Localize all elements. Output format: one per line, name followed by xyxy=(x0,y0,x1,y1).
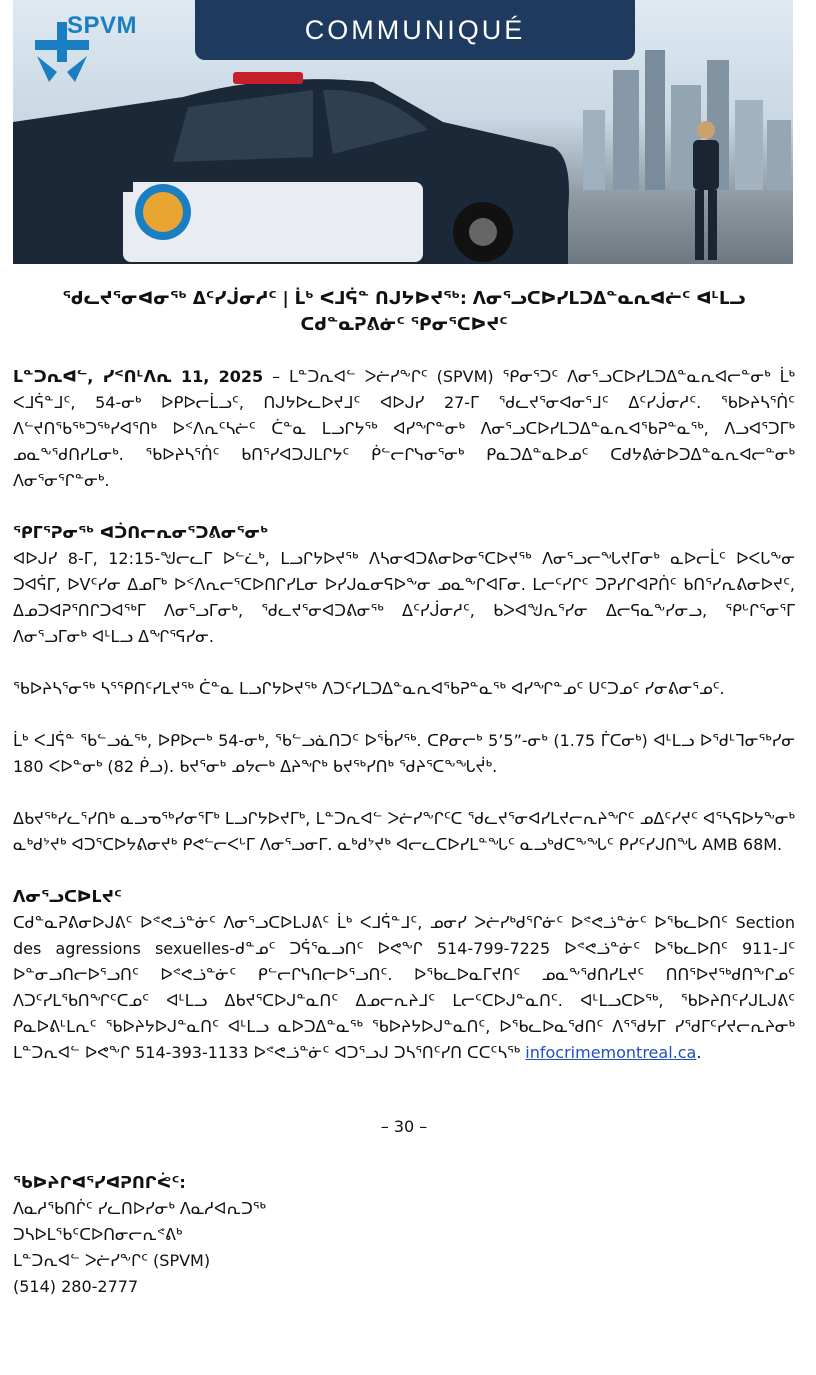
logo-text: SPVM xyxy=(67,12,138,39)
investigation-note: ᖃᐅᔨᓴᕐᓂᖅ ᓴᕐᕿᑎᑦᓯᒪᔪᖅ ᑖᓐᓇ ᒪᓗᒋᔭᐅᔪᖅ ᐱᑐᑦᓯᒪᑐᐃᓐᓇᕆᐊᖃᕈᓐᓇᖅ ᐊᓯᖏᓐᓄᑦ ᑌᑦᑐᓄᑦ ᓯᓂᕕᓂᕐᓄᑦ. xyxy=(13,679,725,698)
victims-text: ᑕᑯᓐᓇᕈᕕᓂᐅᒍᕕᑦ ᐅᕝᕙᓘᓐᓃᑦ ᐱᓂᕐᓗᑕᐅᒪᒍᕕᑦ ᒫᒃ ᐸᒧᕌᓐᒧᑦ, ᓄᓂᓯ ᐳᓖᓯᒃᑯᕐᒋᓃᑦ ᐅᕝᕙᓘᓐᓃᑦ ᐅᖃᓚᐅᑎᑦ Section des agressions sexuelles-ᑯᓐᓄᑦ ᑐᕌᕐᓇᓗᑎᑦ ᐅᕙᖕᒋ 514-799-7225 ᐅᕝᕙᓘᓐᓃᑦ ᐅᖃᓚᐅᑎᑦ 911-ᒧᑦ ᐅᓐᓂᓗᑎᓕᐅᕐᓗᑎᑦ ᐅᕝᕙᓘᓐᓃᑦ ᑭᓪᓕᒋᓭᑎᓕᐅᕐᓗᑎᑦ. ᐅᖃᓚᐅᓇᒥᔪᑎᑦ ᓄᓇᖕᖁᑎᓯᒪᔪᑦ ᑎᑎᕐᐅᔪᖅᑯᑎᖕᒋᓄᑦ ᐱᑐᑦᓯᒪᖃᑎᖏᑦᑕᓄᑦ ᐊᒻᒪᓗ ᐃᑲᔪᕐᑕᐅᒍᓐᓇᑎᑦ ᐃᓄᓕᕆᔨᒧᑦ ᒪᓕᑦᑕᐅᒍᓐᓇᑎᑦ. ᐊᒻᒪᓗᑕᐅᖅ, ᖃᐅᔨᑎᑦᓯᒍᒪᒍᕕᑦ ᑭᓇᐅᕕᒻᒪᕆᑦ ᖃᐅᔨᔭᐅᒍᓐᓇᑎᑦ ᐊᒻᒪᓗ ᓇᐅᑐᐃᓐᓇᖅ ᖃᐅᔨᔭᐅᒍᓐᓇᑎᑦ, ᐅᖃᓚᐅᓇᕐᑯᑎᑦ ᐱᕐᖁᔭᒥ ᓯᖁᒥᑦᓯᔪᓕᕆᔨᓂᒃ ᒪᓐᑐᕆᐊᓪ ᐅᕙᖕᒋ 514-393-1133 ᐅᕝᕙᓘᓐᓃᑦ ᐊᑐᕐᓗᒍ ᑐᓴᕐᑎᑦᓯᑎ ᑕᑕᑦᓴᖅ xyxy=(13,913,795,1062)
vehicle-paragraph: ᐃᑲᔪᖅᓯᓚᕐᓯᑎᒃ ᓇᓗᓀᖅᓯᓂᕐᒥᒃ ᒪᓗᒋᔭᐅᔪᒥᒃ, ᒪᓐᑐᕆᐊᓪ ᐳᓖᓯᖕᒋᑦᑕ ᖁᓚᔪᕐᓂᐊᓯᒪᔪᓕᕆᔨᖏᑦ ᓄᐃᑦᓯᔪᑦ ᐊᕐᓴᕋᐅᔭᖕᓂᒃ ᓇᒃᑯᔾᔪᒃ ᐊᑐᕐᑕᐅᔭᕕᓂᔪᒃ ᑭᕙᓪᓕᐸᒡᒥ ᐱᓂᕐᓗᓂᒥ. ᓇᒃᑯᔾᔪᒃ ᐊᓕᓚᑕᐅᓯᒪᓐᖓᑦ ᓇᓗᒃᑯᑕᖕᖓᑦ ᑭᓯᑦᓯᒍᑎᖓ AMB 68M. xyxy=(13,809,795,854)
suspect-description: ᒫᒃ ᐸᒧᕌᓐ ᖃᓪᓗᓈᖅ, ᐅᑭᐅᓕᒃ 54-ᓂᒃ, ᖃᓪᓗᓈᑎᑐᑦ ᐅᖄᓯᖅ. ᑕᑭᓂᓕᒃ 5’5”-ᓂᒃ (1.75 ᒦᑕᓂᒃ) ᐊᒻᒪᓗ ᐅᖁᒻᒣᓂᖅᓯᓂ 180 ᐸᐅᓐᓂᒃ (82 ᑮᓗ). ᑲᔪᕐᓂᒃ ᓄᔭᓕᒃ ᐃᔨᖏᒃ ᑲᔪᖅᓯᑎᒃ ᖁᔨᕐᑕᖕᖓᔫᒃ. xyxy=(13,731,795,776)
contact-phone: (514) 280-2777 xyxy=(13,1277,139,1296)
communique-label: COMMUNIQUÉ xyxy=(304,14,526,45)
end-marker: – 30 – xyxy=(380,1117,428,1136)
victims-text-end: . xyxy=(696,1043,702,1062)
victims-paragraph xyxy=(13,910,795,1066)
infocrime-link[interactable]: infocrimemontreal.ca xyxy=(525,1043,697,1062)
intro-text: – ᒪᓐᑐᕆᐊᓪ ᐳᓖᓯᖕᒋᑦ (SPVM) ᕿᓂᕐᑐᑦ ᐱᓂᕐᓗᑕᐅᓯᒪᑐᐃᓐᓇᕆᐊᓕᓐᓂᒃ ᒫᒃ ᐸᒧᕌᓐᒧᑦ, 54-ᓂᒃ ᐅᑭᐅᓕᒫᓗᑦ, ᑎᒍᔭᐅᓚᐅᔪᒧᑦ ᐊᐅᒍᓯ 27-ᒥ ᖁᓚᔪᕐᓂᐊᓂᕐᒧᑦ ᐃᑦᓯᒎᓂᓱᑦ. ᖃᐅᔨᓴᕐᑏᑦ ᐱᓪᔪᑎᖃᖅᑐᖅᓯᐊᕐᑎᒃ ᐅᑉᐱᕆᑦᓴᓖᑦ ᑖᓐᓇ ᒪᓗᒋᔭᖅ ᐊᓯᖏᓐᓂᒃ ᐱᓂᕐᓗᑕᐅᓯᒪᑐᐃᓐᓇᕆᐊᖃᕈᓐᓇᖅ, ᐱᓗᐊᕐᑐᒥᒃ ᓄᓇᖕᖁᑎᓯᒪᓂᒃ. ᖃᐅᔨᓴᕐᑏᑦ ᑲᑎᕐᓯᐊᑐᒍᒪᒋᔭᑦ ᑮᓪᓕᒋᓭᓂᕐᓂᒃ ᑭᓇᑐᐃᓐᓇᐅᓄᑦ ᑕᑯᔭᕕᓃᐅᑐᐃᓐᓇᕆᐊᓕᓐᓂᒃ ᐱᓂᕐᓂᕐᒋᓐᓂᒃ. xyxy=(13,367,795,490)
contact-line-3: ᒪᓐᑐᕆᐊᓪ ᐳᓖᓯᖕᒋᑦ (SPVM) xyxy=(13,1251,211,1270)
dateline: ᒪᓐᑐᕆᐊᓪ, ᓯᑉᑎᒻᐱᕆ 11, 2025 xyxy=(13,367,264,386)
contact-heading: ᖃᐅᔨᒋᐊᕐᓯᐊᕈᑎᒋᕚᑦ: xyxy=(13,1173,186,1192)
communique-header xyxy=(195,0,635,60)
press-release-title: ᖁᓚᔪᕐᓂᐊᓂᖅ ᐃᑦᓯᒎᓂᓱᑦ | ᒫᒃ ᐸᒧᕌᓐ ᑎᒍᔭᐅᔪᖅ: ᐱᓂᕐᓗᑕᐅᓯᒪᑐᐃᓐᓇᕆᐊᓖᑦ ᐊᒻᒪᓗ ᑕᑯᓐᓇᕈᕕᓃᑦ ᕿᓂᕐᑕᐅᔪᑦ xyxy=(62,289,746,335)
police-officer-image xyxy=(681,118,731,264)
contact-line-1: ᐱᓇᓱᖃᑎᒌᑦ ᓯᓚᑎᐅᓯᓂᒃ ᐱᓇᓱᐊᕆᑐᖅ xyxy=(13,1199,266,1218)
contact-line-2: ᑐᓴᐅᒪᖃᑦᑕᐅᑎᓂᓕᕆᕝᕕᒃ xyxy=(13,1225,183,1244)
press-release-body xyxy=(13,286,795,1300)
intro-paragraph xyxy=(13,364,795,494)
header-banner xyxy=(13,0,793,264)
spvm-logo xyxy=(27,10,167,80)
investigation-paragraph: ᐊᐅᒍᓯ 8-ᒥ, 12:15-ᖑᓕᓚᒥ ᐅᓪᓛᒃ, ᒪᓗᒋᔭᐅᔪᖅ ᐱᓴᓂᐊᑐᕕᓂᐅᓂᕐᑕᐅᔪᖅ ᐱᓂᕐᓗᓕᖓᔪᒥᓂᒃ ᓇᐅᓕᒫᑦ ᐅᐸᒐᖕᓂ ᑐᐊᕌᒥ, ᐅᐯᑦᓯᓂ ᐃᓄᒥᒃ ᐅᑉᐱᕆᓕᕐᑕᐅᑎᒋᓯᒪᓂ ᐅᓯᒍᓇᓂᕋᐅᖕᓂ ᓄᓇᖕᒋᐊᒥᓂ. ᒪᓕᑦᓯᒋᑦ ᑐᕈᓯᒋᐊᕈᑏᑦ ᑲᑎᕐᓯᕆᕕᓂᐅᔪᑦ, ᐃᓄᑐᐊᕈᕐᑎᒋᑐᐊᖅᒥ ᐱᓂᕐᓗᒥᓂᒃ, ᖁᓚᔪᕐᓂᐊᑐᕕᓂᖅ ᐃᑦᓯᒎᓂᓱᑦ, ᑲᐳᐊᖑᕆᕐᓯᓂ ᐃᓕᕋᓇᖕᓯᓂᓗ, ᕿᒡᒋᕐᓂᕐᒥ ᐱᓂᕐᓗᒥᓂᒃ ᐊᒻᒪᓗ ᐃᖏᕐᕋᓯᓂ. xyxy=(13,549,795,646)
section-heading-victims: ᐱᓂᕐᓗᑕᐅᒪᔪᑦ xyxy=(13,887,122,906)
section-heading-investigation: ᕿᒥᕐᕈᓂᖅ ᐊᑑᑎᓕᕆᓂᕐᑐᕕᓂᕐᓂᒃ xyxy=(13,523,269,542)
police-car-image xyxy=(13,62,573,264)
